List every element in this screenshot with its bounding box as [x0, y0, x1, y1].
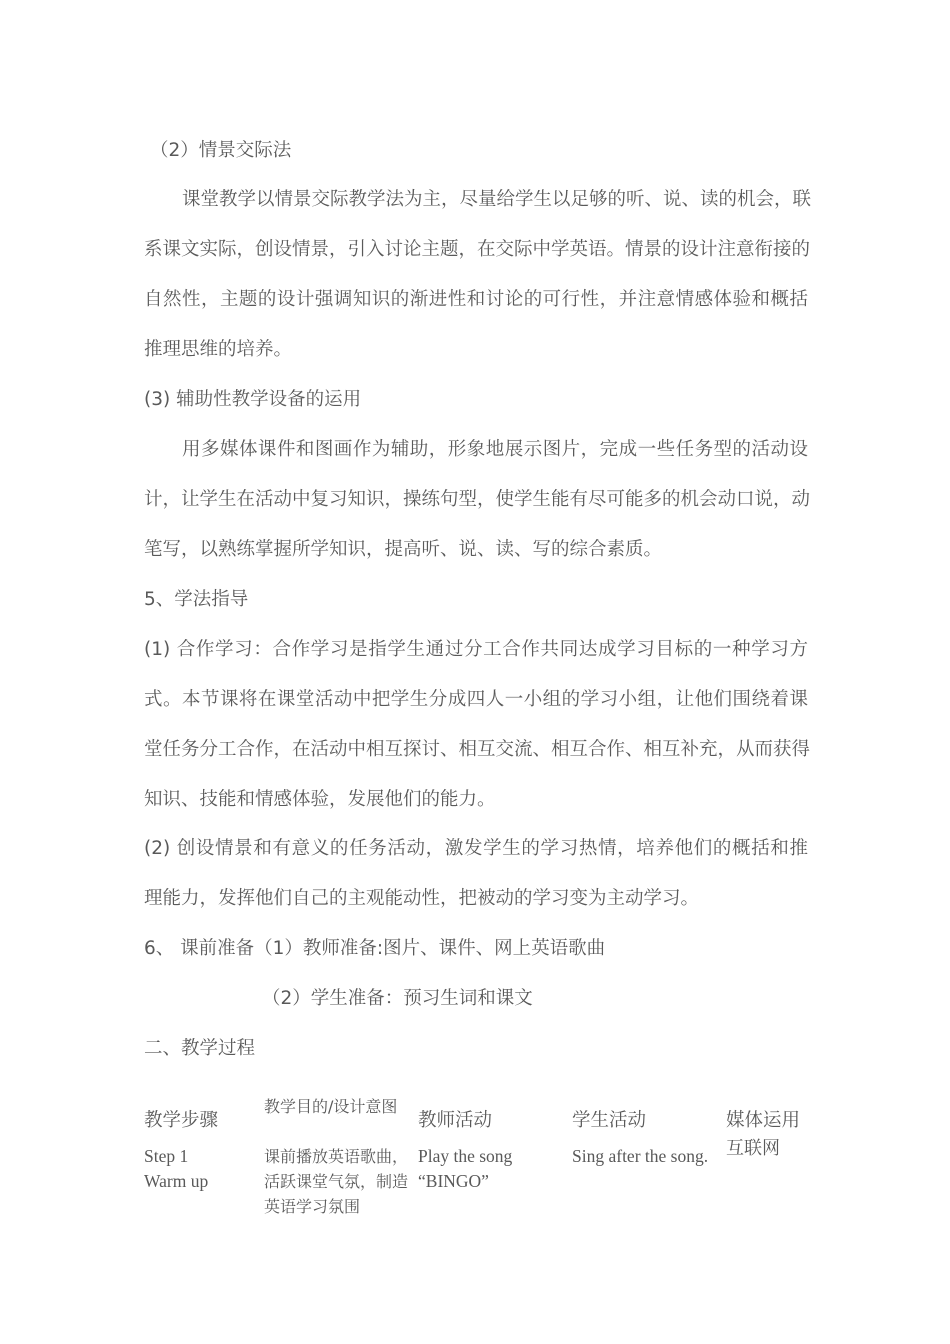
paragraph-line: 用多媒体课件和图画作为辅助，形象地展示图片，完成一些任务型的活动设: [182, 439, 808, 460]
section-6-line: （2）学生准备：预习生词和课文: [262, 988, 533, 1009]
teacher-activity-cell: [418, 1134, 572, 1219]
purpose-cell: [264, 1134, 418, 1219]
student-activity-cell: Sing after the song.: [572, 1146, 709, 1166]
table-header-row: [144, 1096, 816, 1134]
paragraph-line: (1) 合作学习：合作学习是指学生通过分工合作共同达成学习目标的一种学习方: [144, 639, 808, 660]
cell-line: Step 1: [144, 1146, 189, 1166]
paragraph-line: 知识、技能和情感体验，发展他们的能力。: [144, 789, 496, 810]
cell-line: 活跃课堂气氛，制造: [264, 1172, 409, 1191]
section-5-heading: 5、学法指导: [144, 589, 249, 610]
paragraph-line: 堂任务分工合作，在活动中相互探讨、相互交流、相互合作、相互补充，从而获得: [144, 739, 811, 760]
section-2-heading: （2）情景交际法: [150, 140, 292, 161]
cell-line: “BINGO”: [418, 1171, 489, 1191]
header-cell: 教学步骤: [144, 1110, 219, 1131]
cell-line: Play the song: [418, 1146, 513, 1166]
step-cell: [144, 1134, 264, 1219]
part-2-heading: 二、教学过程: [144, 1038, 256, 1059]
paragraph-line: 计，让学生在活动中复习知识，操练句型，使学生能有尽可能多的机会动口说，动: [144, 489, 811, 510]
teaching-process-table: [144, 1096, 816, 1219]
media-cell: 互联网: [726, 1138, 780, 1159]
header-cell: 教学目的/设计意图: [264, 1097, 398, 1116]
table-row: [144, 1134, 816, 1219]
paragraph-line: 自然性，主题的设计强调知识的渐进性和讨论的可行性，并注意情感体验和概括: [144, 289, 808, 310]
paragraph-line: 系课文实际，创设情景，引入讨论主题，在交际中学英语。情景的设计注意衔接的: [144, 239, 811, 260]
section-6-line: 6、 课前准备（1）教师准备:图片、课件、网上英语歌曲: [144, 938, 606, 959]
paragraph-line: 理能力，发挥他们自己的主观能动性，把被动的学习变为主动学习。: [144, 888, 700, 909]
header-cell: 媒体运用: [726, 1110, 801, 1131]
paragraph-line: 笔写，以熟练掌握所学知识，提高听、说、读、写的综合素质。: [144, 539, 663, 560]
paragraph-line: (2) 创设情景和有意义的任务活动，激发学生的学习热情，培养他们的概括和推: [144, 838, 808, 859]
paragraph-line: 式。本节课将在课堂活动中把学生分成四人一小组的学习小组，让他们围绕着课: [144, 689, 808, 710]
cell-line: 课前播放英语歌曲，: [264, 1147, 409, 1166]
paragraph-line: 推理思维的培养。: [144, 339, 293, 360]
cell-line: 英语学习氛围: [264, 1197, 361, 1216]
header-cell: 学生活动: [572, 1110, 647, 1131]
section-3-heading: (3) 辅助性教学设备的运用: [144, 389, 362, 410]
paragraph-line: 课堂教学以情景交际教学法为主，尽量给学生以足够的听、说、读的机会，联: [182, 189, 812, 210]
header-cell: 教师活动: [418, 1110, 493, 1131]
cell-line: Warm up: [144, 1171, 209, 1191]
